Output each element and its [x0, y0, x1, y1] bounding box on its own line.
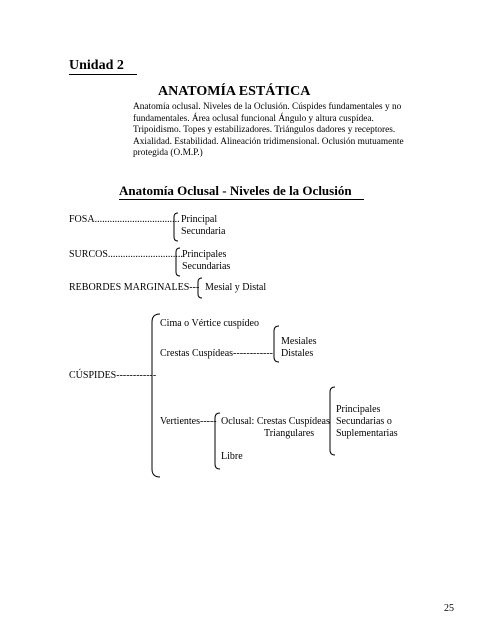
- oclusal-item-suplementarias: Suplementarias: [336, 428, 398, 439]
- summary-paragraph: [133, 102, 433, 160]
- fosa-bracket: [172, 212, 180, 242]
- surcos-bracket: [174, 247, 182, 277]
- page-number: 25: [444, 603, 454, 614]
- surcos-label: SURCOS..............................: [69, 249, 183, 260]
- section-title-underline: [119, 199, 364, 200]
- oclusal-item-secundarias: Secundarias o: [336, 416, 392, 427]
- cima-label: Cima o Vértice cuspídeo: [160, 318, 259, 329]
- oclusal-label: Oclusal: Crestas Cuspídeas: [221, 416, 330, 427]
- crestas-item-mesiales: Mesiales: [281, 336, 317, 347]
- section-title: Anatomía Oclusal - Niveles de la Oclusión: [119, 183, 352, 198]
- oclusal-label-triangulares: Triangulares: [264, 428, 315, 439]
- summary-line: Tripoidismo. Topes y estabilizadores. Triángulos dadores y receptores.: [133, 125, 396, 135]
- fosa-item-principal: Principal: [181, 214, 218, 225]
- summary-line: fundamentales. Área oclusal funcional Ángulo y altura cuspídea.: [133, 113, 374, 124]
- surcos-item-secundarias: Secundarias: [182, 261, 231, 272]
- libre-label: Libre: [221, 451, 243, 462]
- main-title: ANATOMÍA ESTÁTICA: [158, 84, 311, 99]
- oclusal-item-principales: Principales: [336, 404, 381, 415]
- vertientes-label: Vertientes-----: [160, 416, 217, 427]
- fosa-label: FOSA..................................: [69, 214, 180, 225]
- unit-heading-underline: [69, 74, 137, 75]
- unit-heading: Unidad 2: [69, 58, 124, 73]
- cuspides-bracket: [148, 313, 162, 478]
- summary-line: Axialidad. Estabilidad. Alineación tridimensional. Oclusión mutuamente: [133, 136, 404, 147]
- fosa-item-secundaria: Secundaria: [181, 226, 226, 237]
- surcos-item-principales: Principales: [182, 249, 227, 260]
- crestas-item-distales: Distales: [281, 348, 314, 359]
- crestas-label: Crestas Cuspídeas------------: [160, 348, 274, 359]
- summary-line: protegida (O.M.P.): [133, 148, 203, 158]
- crestas-bracket: [271, 325, 281, 363]
- summary-line: Anatomía oclusal. Niveles de la Oclusión. Cúspides fundamentales y no: [133, 102, 402, 112]
- rebordes-item: Mesial y Distal: [205, 282, 267, 293]
- rebordes-bracket: [196, 277, 204, 299]
- cuspides-label: CÚSPIDES------------: [69, 370, 157, 381]
- rebordes-label: REBORDES MARGINALES---: [69, 282, 200, 293]
